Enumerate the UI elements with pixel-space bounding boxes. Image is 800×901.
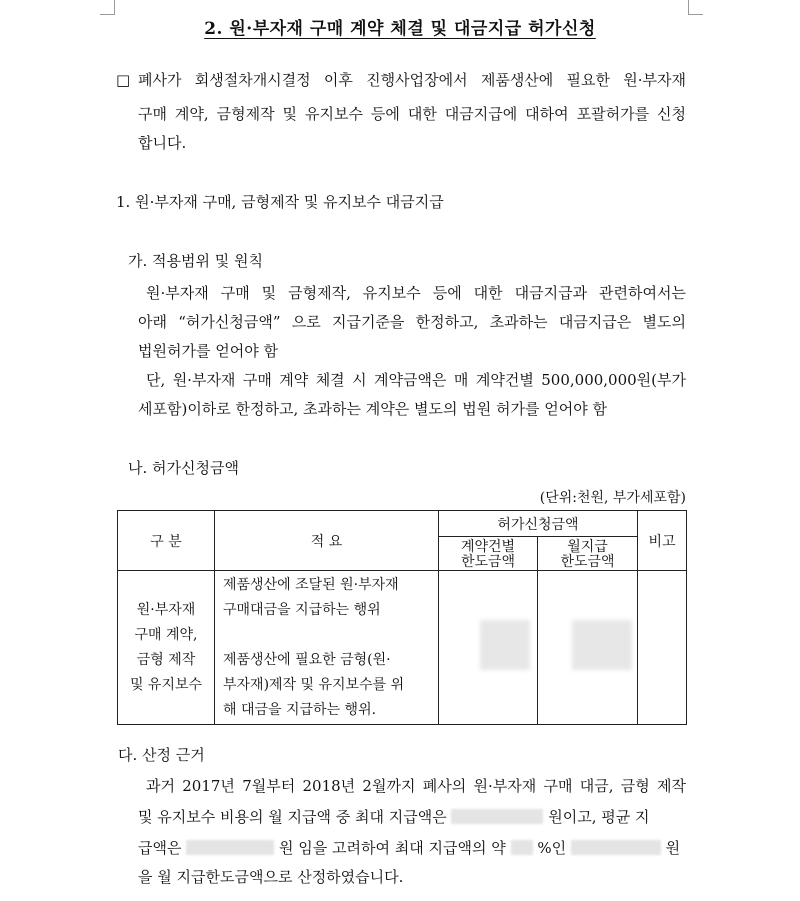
redaction-limit-amount — [571, 840, 661, 855]
crop-mark-left — [100, 0, 115, 15]
intro-line-3: 합니다. — [138, 134, 187, 152]
ga-line-5: 세포함)이하로 한정하고, 초과하는 계약은 별도의 법원 허가를 얻어야 함 — [138, 400, 607, 418]
section-1-heading: 1. 원·부자재 구매, 금형제작 및 유지보수 대금지급 — [116, 193, 444, 211]
ga-line-1: 원·부자재 구매 및 금형제작, 유지보수 등에 대한 대금지급과 관련하여서는 — [146, 284, 686, 302]
permit-amount-table — [117, 510, 687, 725]
crop-mark-right — [688, 0, 703, 15]
da-line-3: 급액은 원 임을 고려하여 최대 지급액의 약 %인 원 — [138, 839, 681, 857]
header-contract-limit: 계약건별 한도금액 — [439, 537, 538, 571]
ga-line-3: 법원허가를 얻어야 함 — [138, 342, 278, 360]
da-line-2: 및 유지보수 비용의 월 지급액 중 최대 지급액은 원이고, 평균 지 — [138, 808, 650, 826]
header-monthly-limit: 월지급 한도금액 — [538, 537, 638, 571]
redaction-contract-limit — [480, 620, 530, 670]
section-ga-heading: 가. 적용범위 및 원칙 — [128, 252, 263, 270]
cell-remark — [638, 571, 687, 725]
da-line-4: 을 월 지급한도금액으로 산정하였습니다. — [138, 868, 404, 886]
header-remark: 비고 — [638, 511, 687, 571]
redaction-percent — [511, 840, 533, 855]
ga-line-4: 단, 원·부자재 구매 계약 체결 시 계약금액은 매 계약건별 500,000,000원(부가 — [146, 371, 686, 389]
header-permit-amount: 허가신청금액 — [439, 511, 638, 537]
da-line-1: 과거 2017년 7월부터 2018년 2월까지 폐사의 원·부자재 구매 대금, 금형 제작 — [146, 777, 686, 795]
redaction-avg-amount — [186, 840, 274, 855]
intro-line-1: 폐사가 회생절차개시결정 이후 진행사업장에서 제품생산에 필요한 원·부자재 — [138, 71, 686, 89]
page-title: 2. 원·부자재 구매 계약 체결 및 대금지급 허가신청 — [204, 19, 596, 39]
row-category: 원·부자재 구매 계약, 금형 제작 및 유지보수 — [118, 571, 215, 725]
intro-bullet: □ — [116, 71, 131, 89]
section-na-heading: 나. 허가신청금액 — [128, 459, 239, 477]
header-summary: 적 요 — [215, 511, 439, 571]
redaction-monthly-limit — [572, 620, 632, 670]
unit-note: (단위:천원, 부가세포함) — [539, 490, 686, 506]
section-da-heading: 다. 산정 근거 — [118, 746, 205, 764]
row-description: 제품생산에 조달된 원·부자재 구매대금을 지급하는 행위 제품생산에 필요한 금형(원· 부자재)제작 및 유지보수를 위 해 대금을 지급하는 행위. — [215, 571, 439, 725]
intro-line-2: 구매 계약, 금형제작 및 유지보수 등에 대한 대금지급에 대하여 포괄허가를 신청 — [138, 105, 686, 123]
header-category: 구 분 — [118, 511, 215, 571]
ga-line-2: 아래 “허가신청금액” 으로 지급기준을 한정하고, 초과하는 대금지급은 별도의 — [138, 313, 686, 331]
redaction-max-amount — [451, 809, 543, 824]
